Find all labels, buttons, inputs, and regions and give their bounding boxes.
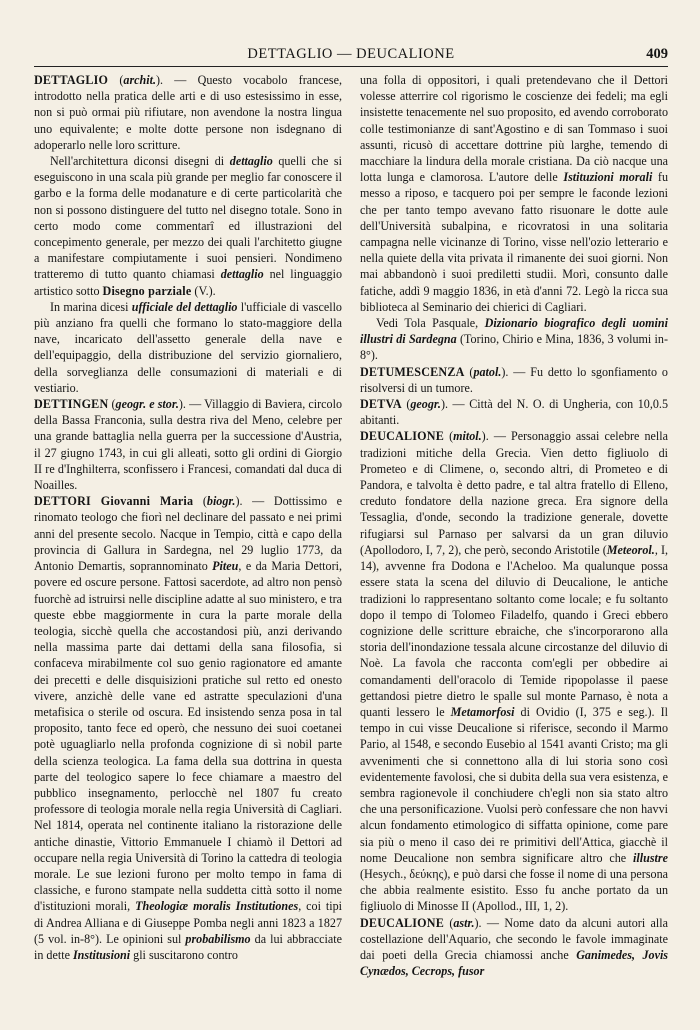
emphasis: Meteorol. (606, 542, 655, 557)
text-run: quelli che si eseguiscono in una scala più grande per meglio far conoscere il garbo e la forma delle modanature e di certe particolarità che non si possono distinguere del tutto nel disegno totale. Sono in certo modo come commentarî ed illustrazioni del concepimento generale, per mezzo dei quali l'architetto giugne a manifestare compiutamente i suoi pensieri. Nondimeno tratteremo di tutto quanto chiamasi (34, 154, 342, 282)
paragraph (34, 153, 342, 299)
category-tag: archit. (123, 73, 157, 87)
category-tag: geogr. e stor. (115, 397, 179, 412)
entry-text: , I, 14), avvenne fra Dodona e l'Acheloo. Ma qualunque possa essere stata la scena del diluvio di Deucalione, le antiche tradizioni lo rappresentano soltanto come locale; e fu soltanto dopo il tempo di Tolomeo Filadelfo, quando i Greci ebbero cognizione delle scritture ebraiche, che s'incorporarono alla storia dell'inondazione tessala alcune circostanze del diluvio di Noè. La favola che racconta com'egli per obbedire ai comandamenti dell'oracolo di Temide ripopolasse il paese gettandosi pietre dietro le spalle sul monte Parnaso, è nota a quanti lessero le (360, 542, 668, 719)
category-tag: biogr. (206, 494, 236, 509)
entry-text: gli suscitarono contro (130, 947, 238, 962)
entry-deucalione-mitol: DEUCALIONE (mitol.). — Personaggio assai celebre nella tradizioni mitiche della Grecia. Vien detto figliuolo di Prometeo e di Climene, o, secondo altri, di Prometeo e di Pandora, e talvolta è detto padre, e tal altra fratello di Elleno, creduto fondatore della nazione greca. Era signore della Tessaglia, d'onde, secondo la tradizione generale, dovette rifugiarsi sul Parnaso per salvarsi da un gran diluvio (Apollodoro, I, 7, 2), che però, secondo Aristotile (Meteorol., I, 14), avvenne fra Dodona e l'Acheloo. Ma qualunque possa essere stata la scena del diluvio di Deucalione, le antiche tradizioni lo rappresentano soltanto come locale; e fu soltanto dopo il tempo di Tolomeo Filadelfo, quando i Greci ebbero cognizione delle scritture ebraiche, che s'incorporarono alla storia dell'inondazione tessala alcune circostanze del diluvio di Noè. La favola che racconta com'egli per obbedire ai comandamenti dell'oracolo di Temide ripopolasse il paese gettandosi pietre dietro le spalle sul monte Parnaso, è nota a quanti lessero le Metamorfosi di Ovidio (I, 375 e seg.). Il tempo in cui visse Deucalione si riferisce, secondo il Marmo Pario, al 1548, e secondo Eusebio al 1541 avanti Cristo; ma gli avvenimenti che si connettono alla di lui storia sono così evidentemente favolosi, che si dubita della sua vera esistenza, e sembra ragionevole il conchiudere ch'egli non sia stato altro che una personificazione. Vuolsi però confessare che non havvi alcun fondamento etimologico di siffatta opinione, come pare sia più o meno il caso dei re primitivi dell'Attica, giacchè il nome Deucalione non sembra significare altro che illustre (Hesych., δεύκης), e può darsi che fosse il nome di una persona che abbia realmente esistito. Esso fu anche portato da un figliuolo di Minosse II (Apollod., III, 1, 2). (360, 429, 668, 914)
text-columns (34, 72, 668, 994)
entry-text: una folla di oppositori, i quali pretendevano che il Dettori volesse atterrire col rigorismo le coscienze dei fedeli; ma egli insistette tenacemente nel suo proposito, ed avendo corroborato colle testimonianze di sant'Agostino e di san Tommaso i suoi assunti, ricusò di accettare dottrine più larghe, temendo di macchiare la lindura della morale cristiana. Da ciò nacque una lotta lunga e clamorosa. L'autore delle (360, 73, 668, 185)
text-run: (Torino, Chirio e Mina, 1836, 3 volumi in-8°). (360, 332, 668, 363)
text-run: l'ufficiale di vascello più anziano fra quelli che formano lo stato-maggiore della nave, incaricato dell'assetto generale della nave e dell'equipaggio, della distribuzione del servizio giornaliero, della sorveglianza delle consumazioni di materiali e di vestiario. (34, 299, 342, 395)
emphasis: illustre (633, 850, 668, 865)
text-run: In marina dicesi (50, 299, 132, 314)
emphasis: Istituzioni morali (563, 170, 653, 185)
entry-text: ). — Personaggio assai celebre nella tradizioni mitiche della Grecia. Vien detto figliuolo di Prometeo e di Climene, o, secondo altri, di Prometeo e di Pandora, e talvolta è detto padre, e tal altra fratello di Elleno, creduto fondatore della nazione greca. Era signore della Tessaglia, d'onde, secondo la tradizione generale, dovette rifugiarsi sul Parnaso per salvarsi da un gran diluvio (Apollodoro, I, 7, 2), che però, secondo Aristotile ( (360, 429, 668, 557)
entry-text: . — Questo vocabolo francese, introdotto nella pratica delle arti e di uso estesissimo in esse, non si può ormai più rifiutare, non avendone la nostra lingua uno equivalente; e molte dotte persone non isdegnano di adoperarlo nelle loro scritture. (34, 73, 342, 152)
category-tag: astr. (453, 915, 475, 930)
right-column (360, 72, 668, 994)
entry-text: ). — Nome dato da alcuni autori alla costellazione dell'Aquario, che secondo le favole immaginate dai poeti della Grecia chiamossi anche (360, 915, 668, 962)
headword: DEUCALIONE (360, 429, 444, 444)
paragraph (360, 315, 668, 364)
entry-detumescenza: DETUMESCENZA (patol.). — Fu detto lo sgonfiamento o risolversi di un tumore. (360, 364, 668, 395)
text-run: Vedi Tola Pasquale, (376, 316, 485, 331)
entry-text: ). — Dottissimo e rinomato teologo che fiorì nel declinare del passato e nei primi anni del presente secolo. Nacque in Tempio, città e capo della provincia di Gallura in Sardegna, nel 29 luglio 1773, da Antonio Demartis, soprannominato (34, 494, 342, 574)
emphasis: Institusioni (72, 947, 131, 962)
entry-detva: DETVA (geogr.). — Città del N. O. di Ungheria, con 10,0.5 abitanti. (360, 397, 668, 428)
text-run: Nell'architettura diconsi disegni di (50, 154, 230, 169)
headword: DETTINGEN (34, 397, 109, 412)
emphasis: Theologiæ moralis Institutiones (135, 899, 299, 914)
emphasis: Dizionario biografico degli uomini illustri di Sardegna (360, 316, 668, 347)
page-number: 409 (646, 46, 668, 62)
entry-text: da lui abbracciate in dette (34, 931, 342, 962)
headword: DEUCALIONE (360, 915, 444, 930)
entry-text: di Ovidio (I, 375 e seg.). Il tempo in cui visse Deucalione si riferisce, secondo il Marmo Pario, al 1548, e secondo Eusebio al 1541 avanti Cristo; ma gli avvenimenti che si connettono alla di lui storia sono così evidentemente favolosi, che si dubita della sua vera esistenza, e sembra ragionevole il conchiudere ch'egli non sia stato altro che una personificazione. Vuolsi però confessare che non havvi alcun fondamento etimologico di siffatta opinione, come pare sia più o meno il caso dei re primitivi dell'Attica, giacchè il nome Deucalione non sembra significare altro che (360, 704, 668, 865)
entry-text: (Hesych., δεύκης), e può darsi che fosse il nome di una persona che abbia realmente esistito. Esso fu anche portato da un figliuolo di Minosse II (Apollod., III, 1, 2). (360, 866, 668, 914)
category-tag: mitol. (453, 429, 482, 444)
emphasis: probabilismo (185, 931, 251, 946)
headword: DETUMESCENZA (360, 364, 465, 379)
headword: DETTAGLIO (34, 73, 109, 87)
entry-text: , e da Maria Dettori, povere ed oscure persone. Fattosi sacerdote, ad altro non pensò fuorchè ad istruirsi nelle discipline adatte al suo ministero, e tra queste ebbe maggiormente in cura la parte morale della teologia, sicchè quella che accostandosi più, anzi derivando nella massima parte dai dettami della sana filosofia, si confaceva mirabilmente col suo genio ragionatore ed amante dei precetti e delle disquisizioni pratiche sul retto ed onesto vivere, anzichè delle vane ed astratte speculazioni d'una metafisica o sterile od oscura. Ed insistendo senza posa in tal proposito, tanto fece ed operò, che nessuno dei suoi coetanei potè uguagliarlo nella profonda cognizione di sì nobil parte della scienza teologica. La fama della sua dottrina in questa parte del teologico sapere lo fece chiamare a maestro del pubblico insegnamento, perlocchè nel 1807 fu creato professore di teologia morale nella regia Università di Cagliari. Nel 1814, operata nel continente italiano la ristorazione delle antiche dinastie, Vittorio Emmanuele I chiamò il Dettori ad occupare nella regia Università di Torino la cattedra di teologia morale. Le sue lezioni furono per molto tempo in fama di classiche, e furono stampate nella suddetta città sotto il nome d'istituzioni morali, (34, 559, 342, 914)
emphasis: Piteu (212, 559, 239, 574)
emphasis: Ganimedes, Jovis Cynædos, Cecrops, fusor (360, 947, 669, 979)
entry-deucalione-astr: DEUCALIONE (astr.). — Nome dato da alcuni autori alla costellazione dell'Aquario, che secondo le favole immaginate dai poeti della Grecia chiamossi anche Ganimedes, Jovis Cynædos, Cecrops, fusor (360, 915, 669, 979)
paragraph (34, 299, 342, 396)
cross-reference: Disegno parziale (102, 283, 192, 298)
text-run: nel linguaggio artistico sotto (34, 267, 342, 298)
entry-text: , coi tipi di Andrea Alliana e di Giuseppe Pomba negli anni 1823 a 1827 (5 vol. in-8°). Le opinioni sul (34, 899, 342, 946)
headword: DETVA (360, 397, 402, 412)
text-run: (V.). (191, 283, 216, 298)
emphasis: dettaglio (220, 267, 264, 282)
entry-text: fu messo a riposo, e tacquero poi per sempre le faconde lezioni che per tanto tempo avevano fatto risuonare le dotte aule dell'Università subalpina, e ricovratosi in una solitaria campagna nelle vicinanze di Torino, visse nell'ozio letterario e nella quiete della vita privata il rimanente dei suoi giorni. Non mai abbandonò i suoi prediletti studii. Morì, consunto dalle fatiche, addì 9 maggio 1836, in età d'anni 72. Legò la ricca sua biblioteca al Seminario dei chierici di Cagliari. (360, 170, 668, 314)
category-tag: geogr. (410, 397, 441, 412)
entry-text: ). — Fu detto lo sgonfiamento o risolversi di un tumore. (360, 364, 668, 395)
emphasis: dettaglio (229, 154, 273, 169)
entry-dettingen: DETTINGEN (geogr. e stor.). — Villaggio di Baviera, circolo della Bassa Franconia, sulla destra riva del Meno, celebre per una grande battaglia nella guerra per la successione d'Austria, il 27 giugno 1743, in cui gli alleati, sotto gli ordini di Giorgio II re d'Inghilterra, sconfissero i Francesi, comandati dal duca di Noailles. (34, 397, 342, 493)
running-title: DETTAGLIO — DEUCALIONE (247, 46, 455, 62)
entry-dettori-continued (360, 72, 668, 315)
entry-dettaglio: DETTAGLIO (archit.). — Questo vocabolo francese, introdotto nella pratica delle arti e di uso estesissimo in esse, non si può ormai più rifiutare, non avendone la nostra lingua uno equivalente; e molte dotte persone non isdegnano di adoperarlo nelle loro scritture. (34, 73, 342, 152)
headword: DETTORI Giovanni Maria (34, 494, 194, 509)
emphasis: Metamorfosi (450, 704, 515, 719)
running-header (34, 44, 668, 67)
entry-text: ). — Città del N. O. di Ungheria, con 10,0.5 abitanti. (360, 397, 668, 428)
category-tag: patol. (473, 364, 502, 379)
left-column (34, 72, 342, 994)
entry-dettori: DETTORI Giovanni Maria (biogr.). — Dottissimo e rinomato teologo che fiorì nel declinare del passato e nei primi anni del presente secolo. Nacque in Tempio, città e capo della provincia di Gallura in Sardegna, nel 29 luglio 1773, da Antonio Demartis, soprannominato Piteu, e da Maria Dettori, povere ed oscure persone. Fattosi sacerdote, ad altro non pensò fuorchè ad istruirsi nelle discipline adatte al suo ministero, e tra queste ebbe maggiormente in cura la parte morale della teologia, sicchè quella che accostandosi più, anzi derivando nella massima parte dai dettami della sana filosofia, si confaceva mirabilmente col suo genio ragionatore ed amante dei precetti e delle disquisizioni pratiche sul retto ed onesto vivere, anzichè delle vane ed astratte speculazioni d'una metafisica o sterile od oscura. Ed insistendo senza posa in tal proposito, tanto fece ed operò, che nessuno dei suoi coetanei potè uguagliarlo nella profonda cognizione di sì nobil parte della scienza teologica. La fama della sua dottrina in questa parte del teologico sapere lo fece chiamare a maestro del pubblico insegnamento, perlocchè nel 1807 fu creato professore di teologia morale nella regia Università di Cagliari. Nel 1814, operata nel continente italiano la ristorazione delle antiche dinastie, Vittorio Emmanuele I chiamò il Dettori ad occupare nella regia Università di Torino la cattedra di teologia morale. Le sue lezioni furono per molto tempo in fama di classiche, e furono stampate nella suddetta città sotto il nome d'istituzioni morali, Theologiæ moralis Institutiones, coi tipi di Andrea Alliana e di Giuseppe Pomba negli anni 1823 a 1827 (5 vol. in-8°). Le opinioni sul probabilismo da lui abbracciate in dette Institusioni gli suscitarono contro (34, 494, 342, 962)
entry-text: ). — Villaggio di Baviera, circolo della Bassa Franconia, sulla destra riva del Meno, celebre per una grande battaglia nella guerra per la successione d'Austria, il 27 giugno 1743, in cui gli alleati, sotto gli ordini di Giorgio II re d'Inghilterra, sconfissero i Francesi, comandati dal duca di Noailles. (34, 397, 342, 493)
emphasis: ufficiale del dettaglio (131, 299, 238, 314)
